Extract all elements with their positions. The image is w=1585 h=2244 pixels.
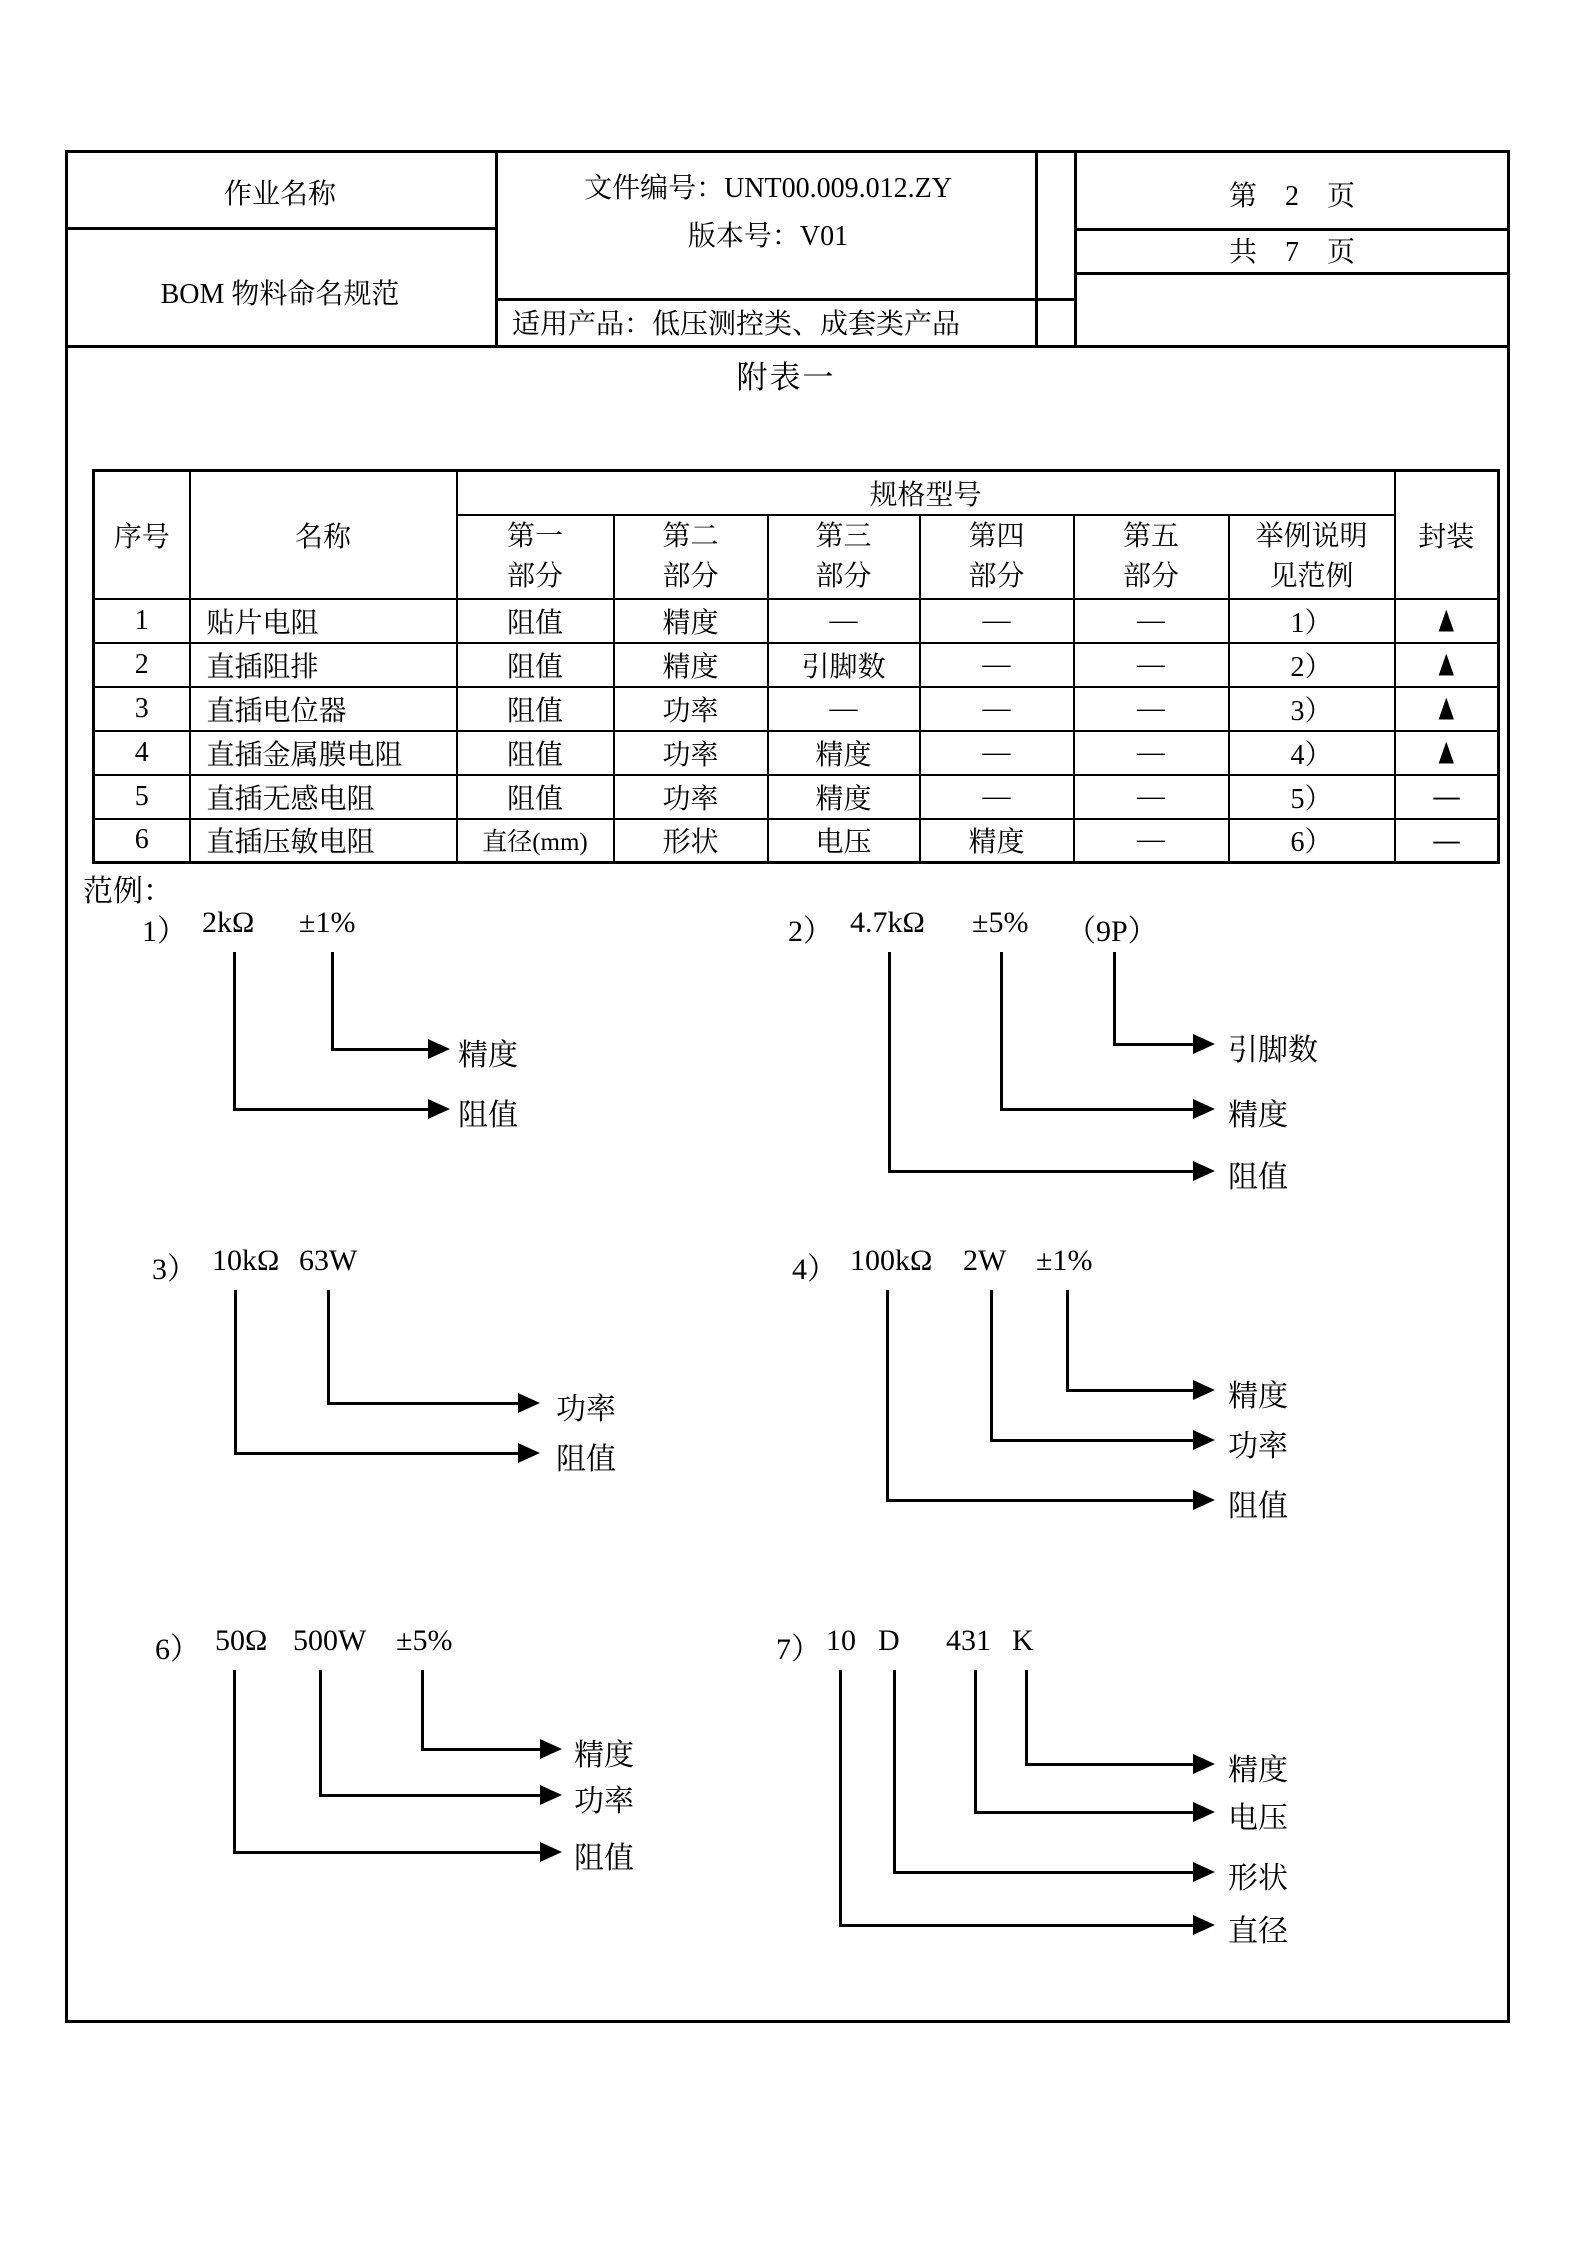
col-header-seq: 序号 [94,471,190,599]
col-header-part5-line1: 第五 [1122,520,1179,552]
pkg-dash: — [1433,818,1460,861]
example-7-label-2: 形状 [1228,1862,1288,1895]
example-6-part-0: 50Ω [215,1624,268,1657]
cell-seq: 2 [94,643,190,687]
example-4-connector-h-0 [1066,1389,1193,1392]
cell-example: 2） [1229,643,1395,687]
example-2-connector-h-1 [1000,1108,1193,1111]
arrowhead-icon [1193,1380,1215,1400]
example-4-part-2: ±1% [1036,1244,1093,1277]
cell-name: 直插金属膜电阻 [190,731,457,775]
col-header-part1-line2: 部分 [506,560,563,592]
example-1-connector-v-0 [331,952,334,1051]
example-6-connector-h-1 [319,1794,540,1797]
arrowhead-icon [1193,1862,1215,1882]
page-border [65,150,1510,2023]
example-7-connector-v-3 [839,1670,842,1927]
cell-example: 6） [1229,819,1395,863]
cell-part4: — [920,687,1074,731]
arrowhead-icon [540,1842,562,1862]
example-6-connector-v-0 [421,1670,424,1751]
cell-part1: 阻值 [457,687,614,731]
example-4-connector-h-1 [990,1439,1193,1442]
cell-name: 直插无感电阻 [190,775,457,819]
cell-example: 1） [1229,599,1395,643]
example-2-connector-v-1 [1000,952,1003,1111]
col-header-name: 名称 [190,471,457,599]
cell-part4: — [920,775,1074,819]
example-2-connector-h-0 [1113,1043,1193,1046]
example-1-number: 1） [142,915,187,948]
col-header-part2-line1: 第二 [662,520,719,552]
cell-pkg [1395,643,1499,687]
example-7-connector-v-2 [893,1670,896,1874]
cell-part3: — [768,599,920,643]
cell-part2: 功率 [614,731,768,775]
cell-part1: 直径(mm) [457,819,614,863]
arrowhead-icon [540,1785,562,1805]
table-row [94,775,1499,819]
doc-number: 文件编号：UNT00.009.012.ZY [584,173,952,204]
example-2-part-2: （9P） [1066,915,1158,948]
example-2-part-1: ±5% [972,906,1029,939]
example-1-part-0: 2kΩ [202,906,255,939]
pkg-triangle-icon: ▲ [1433,731,1460,773]
doc-title: BOM 物料命名规范 [160,279,400,310]
example-4-label-0: 精度 [1228,1380,1288,1413]
example-1-connector-h-0 [331,1048,428,1051]
example-4-connector-v-1 [990,1290,993,1442]
cell-pkg [1395,731,1499,775]
example-6-connector-v-2 [233,1670,236,1854]
arrowhead-icon [428,1099,450,1119]
cell-part5: — [1074,731,1229,775]
cell-seq: 4 [94,731,190,775]
col-header-part3 [768,515,920,599]
example-2-label-1: 精度 [1228,1099,1288,1132]
doc-version: 版本号：V01 [687,221,849,252]
example-6-part-2: ±5% [396,1624,453,1657]
example-3-connector-v-1 [234,1290,237,1455]
cell-pkg [1395,775,1499,819]
spec-table [92,469,1500,864]
cell-pkg [1395,599,1499,643]
cell-part2: 精度 [614,643,768,687]
col-header-part5-line2: 部分 [1122,560,1179,592]
example-7-label-1: 电压 [1228,1802,1288,1835]
cell-part1: 阻值 [457,775,614,819]
example-6-connector-v-1 [319,1670,322,1797]
example-4-label-1: 功率 [1228,1430,1288,1463]
example-7-part-3: K [1012,1624,1034,1657]
example-7-connector-h-3 [839,1924,1193,1927]
example-6-label-1: 功率 [574,1785,634,1818]
applicable-products: 适用产品：低压测控类、成套类产品 [512,309,961,340]
header-divider-h2 [495,298,1077,301]
table-row [94,819,1499,863]
table-row [94,643,1499,687]
example-7-number: 7） [776,1633,821,1666]
col-header-part4-line2: 部分 [968,560,1025,592]
example-1-part-1: ±1% [299,906,356,939]
cell-seq: 3 [94,687,190,731]
example-1-label-1: 阻值 [458,1099,518,1132]
cell-seq: 1 [94,599,190,643]
example-4-part-1: 2W [963,1244,1007,1277]
cell-seq: 5 [94,775,190,819]
cell-name: 直插压敏电阻 [190,819,457,863]
example-4-connector-v-0 [1066,1290,1069,1392]
col-header-pkg: 封装 [1395,471,1499,599]
arrowhead-icon [428,1039,450,1059]
example-4-label-2: 阻值 [1228,1490,1288,1523]
arrowhead-icon [540,1739,562,1759]
example-4-connector-h-2 [886,1499,1193,1502]
col-header-part3-line1: 第三 [815,520,872,552]
example-6-number: 6） [155,1633,200,1666]
example-7-connector-h-1 [974,1811,1193,1814]
arrowhead-icon [518,1393,540,1413]
cell-seq: 6 [94,819,190,863]
cell-part2: 功率 [614,687,768,731]
col-header-part4 [920,515,1074,599]
example-3-part-0: 10kΩ [212,1244,280,1277]
example-3-connector-v-0 [327,1290,330,1405]
cell-part2: 功率 [614,775,768,819]
example-6-connector-h-0 [421,1748,540,1751]
example-7-part-0: 10 [826,1624,856,1657]
col-header-part5 [1074,515,1229,599]
col-header-spec-group: 规格型号 [457,471,1395,515]
example-4-part-0: 100kΩ [850,1244,933,1277]
example-7-label-3: 直径 [1228,1915,1288,1948]
header-divider-h4 [1074,272,1507,275]
arrowhead-icon [1193,1430,1215,1450]
cell-part4: — [920,731,1074,775]
cell-name: 贴片电阻 [190,599,457,643]
col-header-part3-line2: 部分 [815,560,872,592]
example-2-connector-v-2 [888,952,891,1173]
cell-part1: 阻值 [457,643,614,687]
cell-example: 4） [1229,731,1395,775]
col-header-part2 [614,515,768,599]
cell-part5: — [1074,819,1229,863]
col-header-part1 [457,515,614,599]
pkg-dash: — [1433,775,1460,817]
example-2-part-0: 4.7kΩ [850,906,925,939]
cell-part3: 电压 [768,819,920,863]
pkg-triangle-icon: ▲ [1433,599,1460,641]
cell-name: 直插阻排 [190,643,457,687]
cell-part4: 精度 [920,819,1074,863]
cell-example: 5） [1229,775,1395,819]
arrowhead-icon [1193,1099,1215,1119]
arrowhead-icon [1193,1034,1215,1054]
pkg-triangle-icon: ▲ [1433,687,1460,729]
col-header-part4-line1: 第四 [968,520,1025,552]
example-6-label-2: 阻值 [574,1842,634,1875]
example-7-label-0: 精度 [1228,1754,1288,1787]
col-header-example-line2: 见范例 [1269,560,1354,592]
cell-part3: — [768,687,920,731]
example-1-connector-v-1 [233,952,236,1111]
cell-part1: 阻值 [457,599,614,643]
example-7-connector-v-0 [1025,1670,1028,1766]
example-4-connector-v-2 [886,1290,889,1502]
example-2-number: 2） [788,915,833,948]
example-3-part-1: 63W [299,1244,358,1277]
arrowhead-icon [1193,1161,1215,1181]
cell-part3: 精度 [768,731,920,775]
arrowhead-icon [1193,1802,1215,1822]
example-6-label-0: 精度 [574,1739,634,1772]
cell-part5: — [1074,599,1229,643]
arrowhead-icon [518,1443,540,1463]
example-7-part-1: D [878,1624,900,1657]
cell-pkg [1395,819,1499,863]
examples-label: 范例： [83,875,173,908]
cell-pkg [1395,687,1499,731]
cell-name: 直插电位器 [190,687,457,731]
table-row [94,687,1499,731]
cell-part4: — [920,643,1074,687]
example-1-connector-h-1 [233,1108,428,1111]
example-3-number: 3） [152,1253,197,1286]
table-row [94,599,1499,643]
col-header-example-line1: 举例说明 [1255,520,1368,552]
cell-part2: 精度 [614,599,768,643]
example-7-connector-h-0 [1025,1763,1193,1766]
page-number: 第 2 页 [1228,181,1355,212]
section-title: 附表一 [736,360,836,395]
example-2-connector-v-0 [1113,952,1116,1046]
col-header-part1-line1: 第一 [506,520,563,552]
example-4-number: 4） [792,1253,837,1286]
example-3-connector-h-1 [234,1452,518,1455]
col-header-example [1229,515,1395,599]
cell-part3: 引脚数 [768,643,920,687]
example-1-label-0: 精度 [458,1039,518,1072]
example-2-label-2: 阻值 [1228,1161,1288,1194]
cell-part5: — [1074,643,1229,687]
example-3-connector-h-0 [327,1402,518,1405]
arrowhead-icon [1193,1754,1215,1774]
example-3-label-1: 阻值 [556,1443,616,1476]
cell-part3: 精度 [768,775,920,819]
pkg-triangle-icon: ▲ [1433,643,1460,685]
example-7-part-2: 431 [946,1624,991,1657]
example-6-part-1: 500W [293,1624,367,1657]
col-header-part2-line2: 部分 [662,560,719,592]
cell-part4: — [920,599,1074,643]
arrowhead-icon [1193,1915,1215,1935]
header-divider-h1 [65,227,495,230]
example-6-connector-h-2 [233,1851,540,1854]
example-2-connector-h-2 [888,1170,1193,1173]
cell-part5: — [1074,687,1229,731]
cell-part5: — [1074,775,1229,819]
arrowhead-icon [1193,1490,1215,1510]
job-name-label: 作业名称 [223,179,336,210]
total-pages: 共 7 页 [1228,237,1355,268]
example-7-connector-v-1 [974,1670,977,1814]
cell-example: 3） [1229,687,1395,731]
example-7-connector-h-2 [893,1871,1193,1874]
header-bottom-line [65,345,1507,348]
example-2-label-0: 引脚数 [1228,1034,1318,1067]
cell-part2: 形状 [614,819,768,863]
cell-part1: 阻值 [457,731,614,775]
table-row [94,731,1499,775]
example-3-label-0: 功率 [556,1393,616,1426]
